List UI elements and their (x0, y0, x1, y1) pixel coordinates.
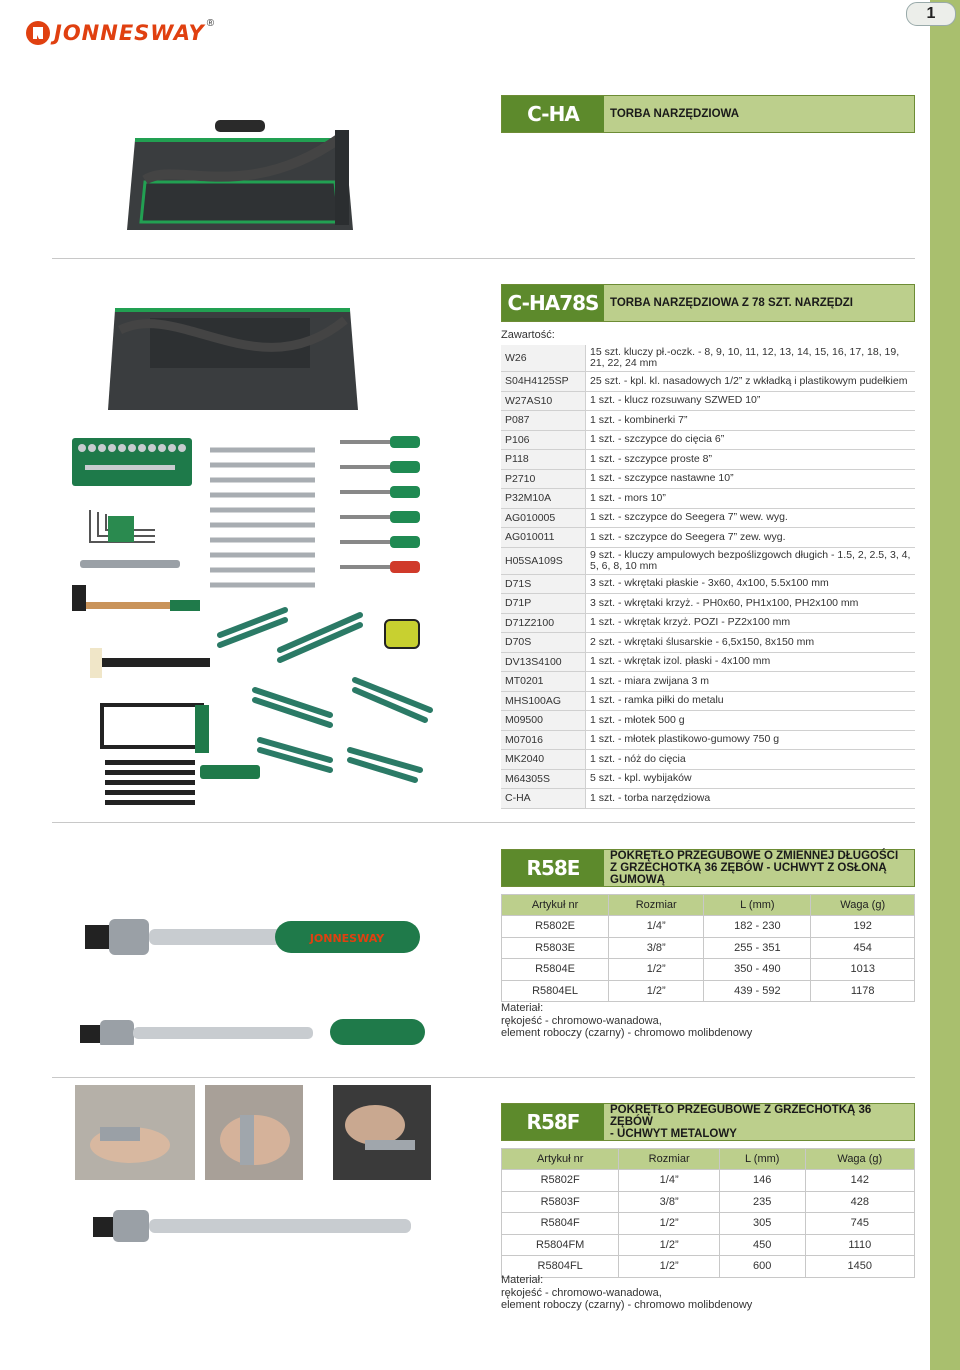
cell: 1/2” (609, 959, 704, 981)
r58e-material (501, 1002, 752, 1040)
item-code: C-HA (501, 789, 586, 809)
item-description: 1 szt. - miara zwijana 3 m (586, 672, 916, 692)
r58e-col-article: Artykuł nr (502, 895, 609, 916)
cell: 1/2” (619, 1256, 720, 1278)
list-item (501, 691, 915, 711)
item-code: D71S (501, 574, 586, 594)
item-code: M09500 (501, 711, 586, 731)
item-description: 1 szt. - młotek 500 g (586, 711, 916, 731)
cell: R5804E (502, 959, 609, 981)
cell: 1/2” (609, 980, 704, 1002)
cell: 454 (811, 937, 915, 959)
r58f-table (501, 1148, 915, 1278)
item-description: 1 szt. - szczypce do Seegera 7” wew. wyg. (586, 508, 916, 528)
item-code: D71Z2100 (501, 613, 586, 633)
logo-mark-icon (26, 21, 50, 45)
r58e-col-weight: Waga (g) (811, 895, 915, 916)
ratchet-r58f-images (75, 1085, 435, 1265)
cell: 1110 (805, 1234, 914, 1256)
item-code: P087 (501, 411, 586, 431)
side-stripe (930, 0, 960, 1370)
cell: 1/4” (619, 1170, 720, 1192)
cha-code: C-HA (502, 96, 604, 132)
item-code: M64305S (501, 769, 586, 789)
item-description: 3 szt. - wkrętaki płaskie - 3x60, 4x100, 5.5x100 mm (586, 574, 916, 594)
item-code: H05SA109S (501, 547, 586, 574)
r58e-code: R58E (502, 850, 604, 886)
cell: R5804F (502, 1213, 619, 1235)
table-row (502, 959, 915, 981)
item-description: 3 szt. - wkrętaki krzyż. - PH0x60, PH1x100, PH2x100 mm (586, 594, 916, 614)
tool-bag-image (115, 110, 365, 235)
material-line: rękojeść - chromowo-wanadowa, (501, 1014, 662, 1027)
divider (52, 258, 915, 259)
list-item (501, 508, 915, 528)
cell: 1450 (805, 1256, 914, 1278)
list-item (501, 391, 915, 411)
item-code: W26 (501, 345, 586, 372)
item-code: MHS100AG (501, 691, 586, 711)
cell: 1/4” (609, 916, 704, 938)
cha78s-code: C-HA78S (502, 285, 604, 321)
table-row (502, 1213, 915, 1235)
contents-label: Zawartość: (501, 329, 555, 341)
list-item (501, 652, 915, 672)
item-code: P32M10A (501, 489, 586, 509)
list-item (501, 411, 915, 431)
tool-set-image (60, 280, 480, 820)
item-code: M07016 (501, 730, 586, 750)
r58f-material (501, 1274, 752, 1312)
item-code: W27AS10 (501, 391, 586, 411)
r58e-col-length: L (mm) (704, 895, 811, 916)
item-code: D70S (501, 633, 586, 653)
cell: 3/8” (619, 1191, 720, 1213)
cell: R5804EL (502, 980, 609, 1002)
list-item (501, 789, 915, 809)
item-description: 9 szt. - kluczy ampulowych bezpoślizgowch długich - 1.5, 2, 2.5, 3, 4, 5, 6, 8, 10 mm (586, 547, 916, 574)
cell: 439 - 592 (704, 980, 811, 1002)
cell: 142 (805, 1170, 914, 1192)
cell: 745 (805, 1213, 914, 1235)
item-description: 1 szt. - kombinerki 7” (586, 411, 916, 431)
r58e-title-line2: Z GRZECHOTKĄ 36 ZĘBÓW - UCHWYT Z OSŁONĄ GUMOWĄ (610, 862, 887, 886)
logo-registered: ® (206, 18, 215, 29)
item-description: 1 szt. - szczypce nastawne 10” (586, 469, 916, 489)
list-item (501, 613, 915, 633)
list-item (501, 672, 915, 692)
r58e-title (604, 850, 914, 886)
r58e-title-line1: POKRĘTŁO PRZEGUBOWE O ZMIENNEJ DŁUGOŚCI (610, 850, 899, 862)
r58f-title-line2: - UCHWYT METALOWY (610, 1128, 737, 1140)
cell: 255 - 351 (704, 937, 811, 959)
item-description: 1 szt. - mors 10” (586, 489, 916, 509)
table-row (502, 1191, 915, 1213)
table-row (502, 980, 915, 1002)
list-item (501, 574, 915, 594)
material-line: element roboczy (czarny) - chromowo molibdenowy (501, 1027, 753, 1039)
item-description: 1 szt. - ramka piłki do metalu (586, 691, 916, 711)
list-item (501, 769, 915, 789)
list-item (501, 469, 915, 489)
item-code: DV13S4100 (501, 652, 586, 672)
cell: 1/2” (619, 1213, 720, 1235)
r58f-col-size: Rozmiar (619, 1149, 720, 1170)
cell: R5803E (502, 937, 609, 959)
contents-table (501, 345, 915, 809)
list-item (501, 633, 915, 653)
cell: 192 (811, 916, 915, 938)
material-label: Materiał: (501, 1002, 544, 1014)
item-description: 2 szt. - wkrętaki ślusarskie - 6,5x150, 8x150 mm (586, 633, 916, 653)
table-row (502, 937, 915, 959)
r58e-col-size: Rozmiar (609, 895, 704, 916)
table-row (502, 1170, 915, 1192)
cell: 600 (719, 1256, 805, 1278)
r58f-header (501, 1103, 915, 1141)
list-item (501, 450, 915, 470)
cha78s-header (501, 284, 915, 322)
list-item (501, 711, 915, 731)
cha-title: TORBA NARZĘDZIOWA (604, 96, 914, 132)
item-code: P118 (501, 450, 586, 470)
item-description: 25 szt. - kpl. kl. nasadowych 1/2” z wkładką i plastikowym pudełkiem (586, 372, 916, 392)
item-description: 1 szt. - wkrętak krzyż. POZI - PZ2x100 mm (586, 613, 916, 633)
item-code: MT0201 (501, 672, 586, 692)
item-code: P106 (501, 430, 586, 450)
list-item (501, 372, 915, 392)
item-description: 1 szt. - klucz rozsuwany SZWED 10” (586, 391, 916, 411)
item-description: 1 szt. - torba narzędziowa (586, 789, 916, 809)
list-item (501, 430, 915, 450)
item-code: MK2040 (501, 750, 586, 770)
r58f-title-line1: POKRĘTŁO PRZEGUBOWE Z GRZECHOTKĄ 36 ZĘBÓW (610, 1104, 872, 1128)
list-item (501, 489, 915, 509)
list-item (501, 528, 915, 548)
r58f-col-weight: Waga (g) (805, 1149, 914, 1170)
list-item (501, 547, 915, 574)
divider (52, 822, 915, 823)
cell: 428 (805, 1191, 914, 1213)
item-code: D71P (501, 594, 586, 614)
brand-logo (26, 18, 214, 48)
cha78s-title: TORBA NARZĘDZIOWA Z 78 SZT. NARZĘDZI (604, 285, 914, 321)
r58f-code: R58F (502, 1104, 604, 1140)
cell: 1178 (811, 980, 915, 1002)
ratchet-r58e-image (75, 905, 445, 1045)
list-item (501, 730, 915, 750)
cell: R5804FL (502, 1256, 619, 1278)
item-code: S04H4125SP (501, 372, 586, 392)
cell: 1/2” (619, 1234, 720, 1256)
r58f-col-length: L (mm) (719, 1149, 805, 1170)
item-description: 1 szt. - wkrętak izol. płaski - 4x100 mm (586, 652, 916, 672)
item-description: 1 szt. - nóż do cięcia (586, 750, 916, 770)
cha-header (501, 95, 915, 133)
material-label: Materiał: (501, 1274, 544, 1286)
cell: R5802E (502, 916, 609, 938)
material-line: rękojeść - chromowo-wanadowa, (501, 1286, 662, 1299)
r58e-table (501, 894, 915, 1002)
item-description: 1 szt. - szczypce do Seegera 7” zew. wyg. (586, 528, 916, 548)
cell: 305 (719, 1213, 805, 1235)
cell: 182 - 230 (704, 916, 811, 938)
table-row (502, 1234, 915, 1256)
r58e-handle-logo: JONNESWAY (309, 932, 385, 945)
list-item (501, 594, 915, 614)
item-code: P2710 (501, 469, 586, 489)
item-description: 1 szt. - młotek plastikowo-gumowy 750 g (586, 730, 916, 750)
item-code: AG010011 (501, 528, 586, 548)
cell: 235 (719, 1191, 805, 1213)
material-line: element roboczy (czarny) - chromowo molibdenowy (501, 1299, 753, 1311)
cell: 1013 (811, 959, 915, 981)
list-item (501, 750, 915, 770)
cell: R5804FM (502, 1234, 619, 1256)
page-number: 1 (906, 2, 956, 26)
list-item (501, 345, 915, 372)
cell: 3/8” (609, 937, 704, 959)
item-description: 1 szt. - szczypce proste 8” (586, 450, 916, 470)
cell: 450 (719, 1234, 805, 1256)
item-code: AG010005 (501, 508, 586, 528)
cell: 350 - 490 (704, 959, 811, 981)
r58f-col-article: Artykuł nr (502, 1149, 619, 1170)
cell: 146 (719, 1170, 805, 1192)
logo-text: JONNESWAY (54, 21, 205, 45)
item-description: 1 szt. - szczypce do cięcia 6” (586, 430, 916, 450)
item-description: 5 szt. - kpl. wybijaków (586, 769, 916, 789)
divider (52, 1077, 915, 1078)
r58f-title (604, 1104, 914, 1140)
r58e-header (501, 849, 915, 887)
cell: R5802F (502, 1170, 619, 1192)
cell: R5803F (502, 1191, 619, 1213)
table-row (502, 916, 915, 938)
item-description: 15 szt. kluczy pł.-oczk. - 8, 9, 10, 11, 12, 13, 14, 15, 16, 17, 18, 19, 21, 22, 24 mm (586, 345, 916, 372)
